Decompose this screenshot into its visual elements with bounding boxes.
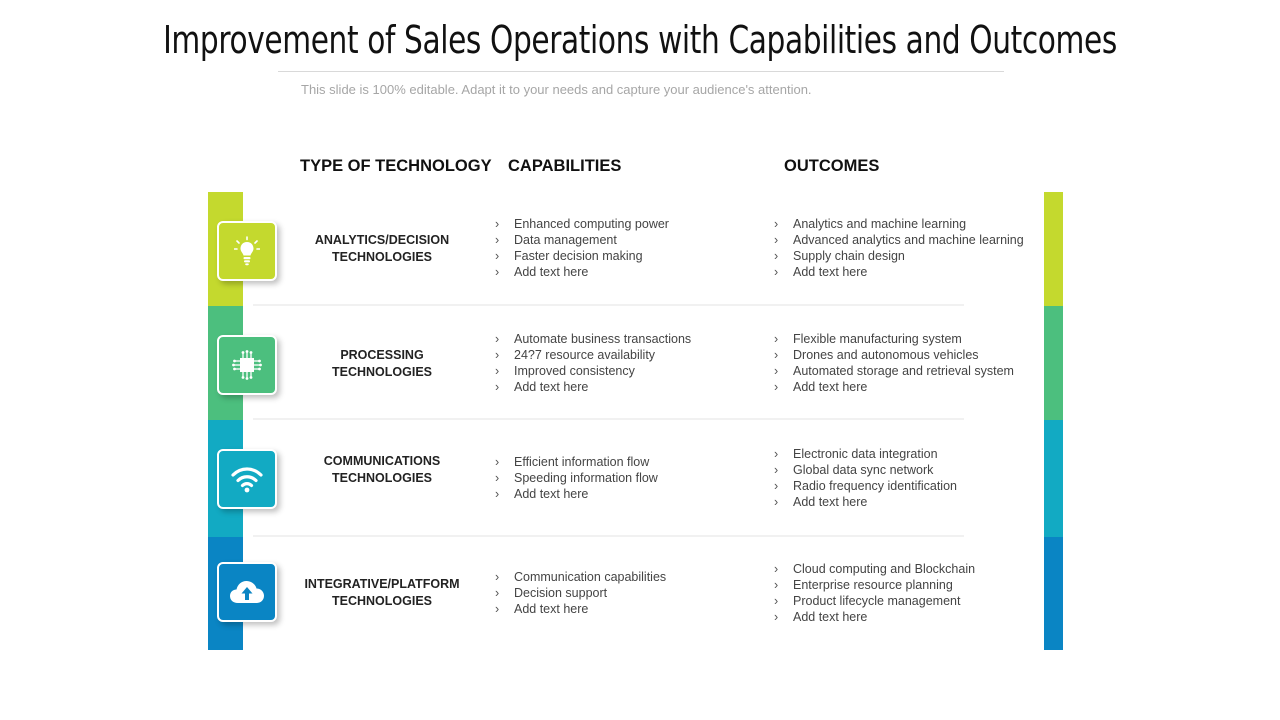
list-item: › Automated storage and retrieval system bbox=[774, 363, 1014, 379]
header-type-of-technology: TYPE OF TECHNOLOGY bbox=[300, 157, 492, 175]
list-item: › Speeding information flow bbox=[495, 470, 658, 486]
technology-name-line: TECHNOLOGIES bbox=[331, 365, 432, 379]
list-item: › Add text here bbox=[495, 264, 669, 280]
list-item: › Add text here bbox=[774, 264, 1024, 280]
technology-name-line: TECHNOLOGIES bbox=[331, 471, 432, 485]
list-item: › Communication capabilities bbox=[495, 569, 666, 585]
list-item: › Improved consistency bbox=[495, 363, 691, 379]
lightbulb-icon bbox=[217, 221, 277, 281]
list-item: › Add text here bbox=[495, 379, 691, 395]
capabilities-list bbox=[495, 331, 691, 395]
list-item: › Enterprise resource planning bbox=[774, 577, 975, 593]
capabilities-list bbox=[495, 454, 658, 502]
technology-name bbox=[293, 347, 471, 381]
list-item: › Add text here bbox=[774, 609, 975, 625]
technology-row-communications bbox=[243, 420, 1044, 537]
list-item: › Enhanced computing power bbox=[495, 216, 669, 232]
cloud-upload-icon bbox=[217, 562, 277, 622]
header-capabilities: CAPABILITIES bbox=[508, 157, 622, 175]
slide-subtitle: This slide is 100% editable. Adapt it to your needs and capture your audience's attention. bbox=[301, 82, 812, 97]
capabilities-list bbox=[495, 216, 669, 280]
list-item: › Data management bbox=[495, 232, 669, 248]
color-band-right-integrative bbox=[1044, 537, 1063, 650]
color-band-right-processing bbox=[1044, 306, 1063, 420]
list-item: › Efficient information flow bbox=[495, 454, 658, 470]
list-item: › Flexible manufacturing system bbox=[774, 331, 1014, 347]
list-item: › Decision support bbox=[495, 585, 666, 601]
list-item: › Cloud computing and Blockchain bbox=[774, 561, 975, 577]
list-item: › Analytics and machine learning bbox=[774, 216, 1024, 232]
technology-name-line: TECHNOLOGIES bbox=[331, 250, 432, 264]
technology-name bbox=[293, 576, 471, 610]
color-band-right-analytics bbox=[1044, 192, 1063, 306]
technology-name-line: PROCESSING bbox=[340, 348, 424, 362]
technology-name-line: COMMUNICATIONS bbox=[323, 454, 441, 468]
technology-row-integrative bbox=[243, 537, 1044, 650]
header-outcomes: OUTCOMES bbox=[784, 157, 880, 175]
technology-name bbox=[293, 453, 471, 487]
list-item: › Add text here bbox=[495, 486, 658, 502]
list-item: › Radio frequency identification bbox=[774, 478, 957, 494]
color-band-right-communications bbox=[1044, 420, 1063, 537]
list-item: › Add text here bbox=[774, 379, 1014, 395]
outcomes-list bbox=[774, 216, 1024, 280]
outcomes-list bbox=[774, 561, 975, 625]
wifi-icon bbox=[217, 449, 277, 509]
list-item: › Drones and autonomous vehicles bbox=[774, 347, 1014, 363]
list-item: › Automate business transactions bbox=[495, 331, 691, 347]
list-item: › Add text here bbox=[495, 601, 666, 617]
outcomes-list bbox=[774, 446, 957, 510]
technology-name-line: ANALYTICS/DECISION bbox=[314, 233, 450, 247]
processor-chip-icon bbox=[217, 335, 277, 395]
technology-name bbox=[293, 232, 471, 266]
list-item: › Faster decision making bbox=[495, 248, 669, 264]
technology-row-analytics bbox=[243, 192, 1044, 306]
technology-row-processing bbox=[243, 306, 1044, 420]
slide-title: Improvement of Sales Operations with Capabilities and Outcomes bbox=[163, 18, 1117, 62]
technology-name-line: INTEGRATIVE/PLATFORM bbox=[304, 577, 460, 591]
list-item: › Add text here bbox=[774, 494, 957, 510]
list-item: › Supply chain design bbox=[774, 248, 1024, 264]
technology-name-line: TECHNOLOGIES bbox=[331, 594, 432, 608]
list-item: › 24?7 resource availability bbox=[495, 347, 691, 363]
outcomes-list bbox=[774, 331, 1014, 395]
capabilities-list bbox=[495, 569, 666, 617]
list-item: › Product lifecycle management bbox=[774, 593, 975, 609]
list-item: › Global data sync network bbox=[774, 462, 957, 478]
list-item: › Electronic data integration bbox=[774, 446, 957, 462]
list-item: › Advanced analytics and machine learning bbox=[774, 232, 1024, 248]
title-divider bbox=[278, 71, 1004, 72]
